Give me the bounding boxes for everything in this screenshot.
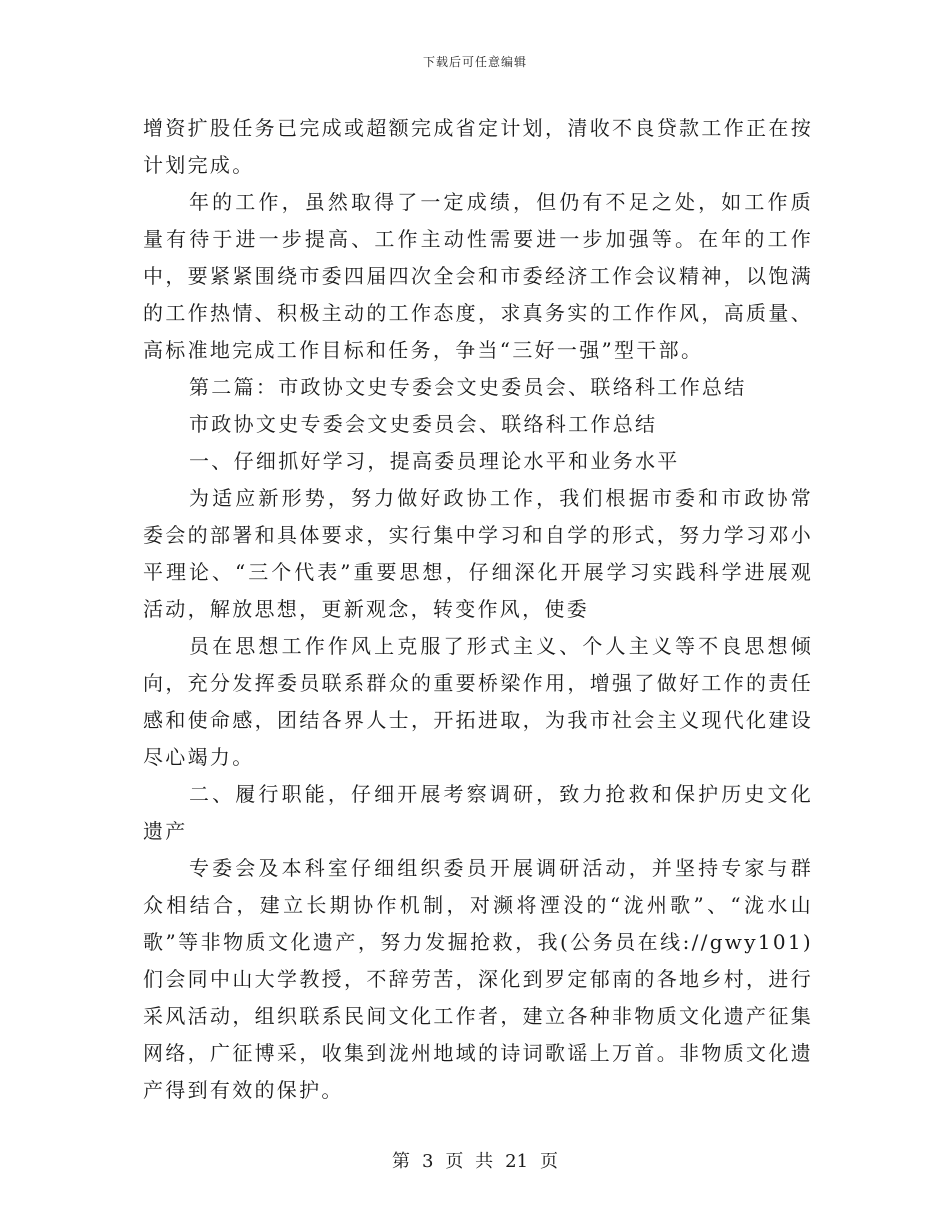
paragraph-2: 年的工作，虽然取得了一定成绩，但仍有不足之处，如工作质量有待于进一步提高、工作主动性需要进一步加强等。在年的工作中，要紧紧围绕市委四届四次全会和市委经济工作会议精神，以饱满的工作热情、积极主动的工作态度，求真务实的工作作风，高质量、高标准地完成工作目标和任务，争当“三好一强”型干部。 (143, 190, 813, 362)
footer-prefix: 第 (391, 1151, 410, 1172)
paragraph-3: 为适应新形势，努力做好政协工作，我们根据市委和市政协常委会的部署和具体要求，实行集中学习和自学的形式，努力学习邓小平理论、“三个代表”重要思想，仔细深化开展学习实践科学进展观活动，解放思想，更新观念，转变作风，使委 (143, 486, 813, 621)
page-total: 21 (505, 1151, 529, 1172)
document-body (143, 110, 813, 1109)
paragraph-5: 专委会及本科室仔细组织委员开展调研活动，并坚持专家与群众相结合，建立长期协作机制，对濒将湮没的“泷州歌”、“泷水山歌”等非物质文化遗产，努力发掘抢救，我(公务员在线://gwy101)们会同中山大学教授，不辞劳苦，深化到罗定郁南的各地乡村，进行采风活动，组织联系民间文化工作者，建立各种非物质文化遗产征集网络，广征博采，收集到泷州地域的诗词歌谣上万首。非物质文化遗产得到有效的保护。 (143, 856, 813, 1102)
heading-2: 二、履行职能，仔细开展考察调研，致力抢救和保护历史文化遗产 (143, 782, 813, 843)
paragraph-1: 增资扩股任务已完成或超额完成省定计划，清收不良贷款工作正在按计划完成。 (143, 116, 813, 177)
section-title: 第二篇：市政协文史专委会文史委员会、联络科工作总结 (189, 375, 747, 399)
footer-middle: 页 共 (445, 1151, 494, 1172)
page-footer (0, 1147, 950, 1173)
footer-suffix: 页 (540, 1151, 559, 1172)
heading-1: 一、仔细抓好学习，提高委员理论水平和业务水平 (189, 449, 680, 473)
section-subtitle: 市政协文史专委会文史委员会、联络科工作总结 (189, 412, 658, 436)
paragraph-4: 员在思想工作作风上克服了形式主义、个人主义等不良思想倾向，充分发挥委员联系群众的重要桥梁作用，增强了做好工作的责任感和使命感，团结各界人士，开拓进取，为我市社会主义现代化建设尽心竭力。 (143, 634, 813, 769)
page-number: 3 (421, 1151, 434, 1172)
page-header: 下载后可任意编辑 (422, 55, 527, 69)
